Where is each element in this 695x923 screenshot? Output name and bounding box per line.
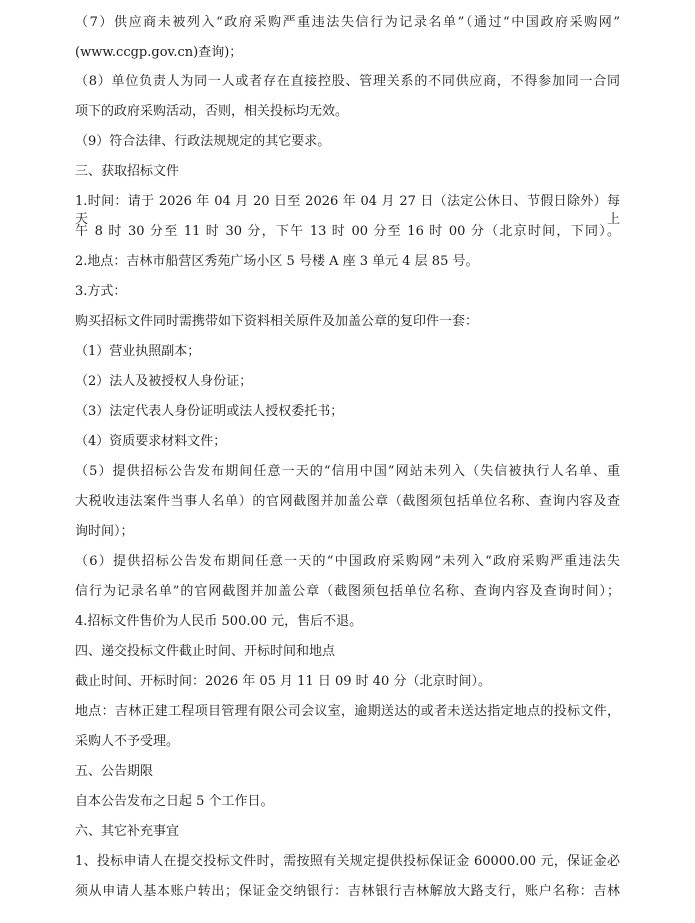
doc-line: 地点：吉林正建工程项目管理有限公司会议室，逾期送达的或者未送达指定地点的投标文件， [75,704,620,719]
doc-line: 采购人不予受理。 [75,734,180,749]
doc-line: 3.方式： [75,284,127,299]
section-heading: 三、获取招标文件 [75,164,180,179]
doc-line: 2.地点：吉林市船营区秀苑广场小区 5 号楼 A 座 3 单元 4 层 85 号。 [75,254,479,269]
doc-line: 项下的政府采购活动，否则，相关投标均无效。 [75,104,349,119]
doc-line: （6）提供招标公告发布期间任意一天的“中国政府采购网”未列入“政府采购严重违法失 [75,554,620,569]
doc-line: (www.ccgp.gov.cn)查询)； [75,45,243,60]
doc-line: 4.招标文件售价为人民币 500.00 元，售后不退。 [75,614,363,629]
doc-line: （5）提供招标公告发布期间任意一天的“信用中国”网站未列入（失信被执行人名单、重 [75,464,620,479]
doc-line: 午 8 时 30 分至 11 时 30 分，下午 13 时 00 分至 16 时 00 分（北京时间，下同）。 [75,224,620,239]
section-heading: 四、递交投标文件截止时间、开标时间和地点 [75,644,336,659]
doc-line: 大税收违法案件当事人名单）的官网截图并加盖公章（截图须包括单位名称、查询内容及查 [75,494,620,509]
doc-line: （8）单位负责人为同一人或者存在直接控股、管理关系的不同供应商，不得参加同一合同 [75,74,620,89]
doc-line: 截止时间、开标时间：2026 年 05 月 11 日 09 时 40 分（北京时间）。 [75,674,491,689]
doc-line: （7）供应商未被列入“政府采购严重违法失信行为记录名单”（通过“中国政府采购网” [75,15,620,30]
doc-line: 购买招标文件同时需携带如下资料相关原件及加盖公章的复印件一套： [75,314,479,329]
section-heading: 五、公告期限 [75,764,154,779]
doc-line: 信行为记录名单”的官网截图并加盖公章（截图须包括单位名称、查询内容及查询时间）； [75,584,620,599]
doc-line: 1、投标申请人在提交投标文件时，需按照有关规定提供投标保证金 60000.00 元，保证金必 [75,854,620,869]
doc-line: 1.时间：请于 2026 年 04 月 20 日至 2026 年 04 月 27 日（法定公休日、节假日除外）每天上 [75,194,620,227]
doc-line: 须从申请人基本账户转出；保证金交纳银行：吉林银行吉林解放大路支行，账户名称：吉林 [75,884,620,899]
section-heading: 六、其它补充事宜 [75,824,180,839]
doc-line: 自本公告发布之日起 5 个工作日。 [75,794,274,809]
doc-line: （4）资质要求材料文件； [75,434,227,449]
doc-line: （3）法定代表人身份证明或法人授权委托书； [75,404,344,419]
doc-line: 询时间）； [75,524,134,539]
doc-line: （2）法人及被授权人身份证； [75,374,253,389]
doc-line: （9）符合法律、行政法规规定的其它要求。 [75,134,331,149]
doc-line: （1）营业执照副本； [75,344,201,359]
